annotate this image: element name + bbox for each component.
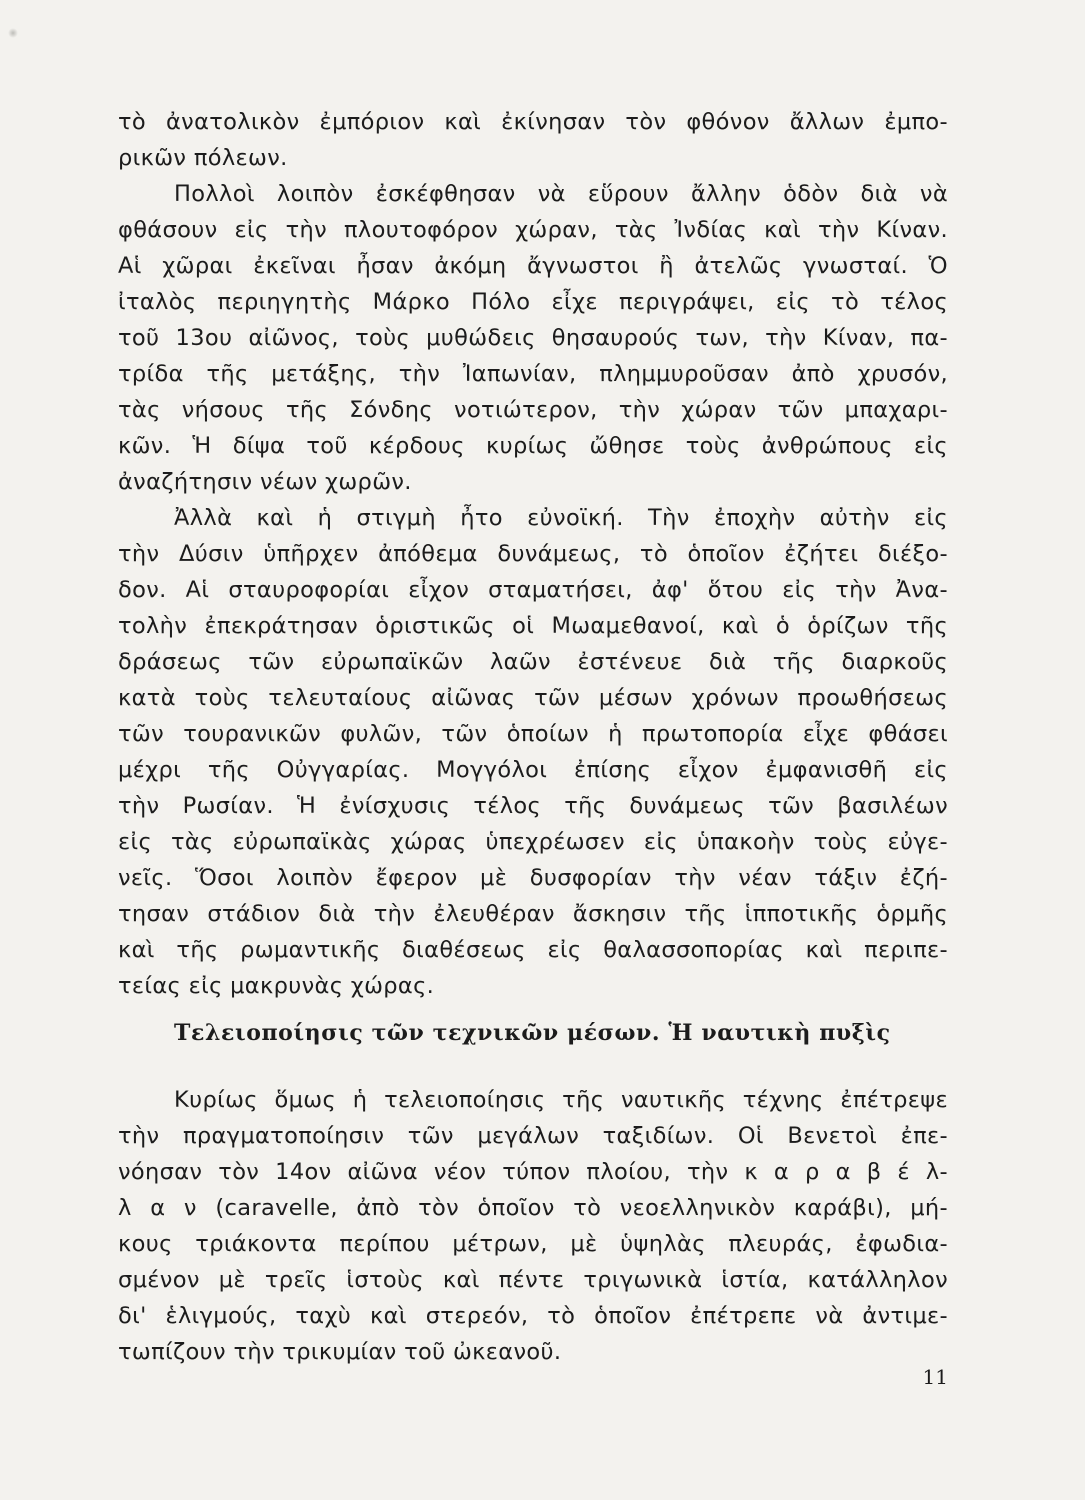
text-line: τὴν Ρωσίαν. Ἡ ἐνίσχυσις τέλος τῆς δυνάμεως τῶν βασιλέων (118, 793, 948, 819)
text-line: καὶ τῆς ρωμαντικῆς διαθέσεως εἰς θαλασσοπορίας καὶ περιπε- (118, 937, 948, 963)
text-line: νεῖς. Ὅσοι λοιπὸν ἔφερον μὲ δυσφορίαν τὴν νέαν τάξιν ἐζή- (118, 865, 948, 891)
text-line: Ἀλλὰ καὶ ἡ στιγμὴ ἦτο εὐνοϊκή. Τὴν ἐποχὴν αὐτὴν εἰς (174, 505, 948, 531)
text-line: τὴν πραγματοποίησιν τῶν μεγάλων ταξιδίων. Οἱ Βενετοὶ ἐπε- (118, 1123, 948, 1149)
text-line: τῶν τουρανικῶν φυλῶν, τῶν ὁποίων ἡ πρωτοπορία εἶχε φθάσει (118, 721, 948, 747)
text-line: λ α ν (caravelle, ἀπὸ τὸν ὁποῖον τὸ νεοελληνικὸν καράβι), μή- (118, 1195, 948, 1221)
section-heading: Τελειοποίησις τῶν τεχνικῶν μέσων. Ἡ ναυτικὴ πυξὶς (174, 1020, 891, 1046)
text-line: εἰς τὰς εὐρωπαϊκὰς χώρας ὑπεχρέωσεν εἰς ὑπακοὴν τοὺς εὐγε- (118, 829, 948, 855)
text-line: ἰταλὸς περιηγητὴς Μάρκο Πόλο εἶχε περιγράψει, εἰς τὸ τέλος (118, 289, 948, 315)
text-line: τρίδα τῆς μετάξης, τὴν Ἰαπωνίαν, πλημμυροῦσαν ἀπὸ χρυσόν, (118, 361, 948, 387)
text-line: δον. Αἱ σταυροφορίαι εἶχον σταματήσει, ἀφ' ὅτου εἰς τὴν Ἀνα- (118, 577, 948, 603)
text-line: Κυρίως ὅμως ἡ τελειοποίησις τῆς ναυτικῆς τέχνης ἐπέτρεψε (174, 1087, 948, 1113)
text-line: φθάσουν εἰς τὴν πλουτοφόρον χώραν, τὰς Ἰνδίας καὶ τὴν Κίναν. (118, 217, 948, 243)
text-line: ρικῶν πόλεων. (118, 145, 288, 171)
text-line: δι' ἑλιγμούς, ταχὺ καὶ στερεόν, τὸ ὁποῖον ἐπέτρεπε νὰ ἀντιμε- (118, 1303, 948, 1329)
text-line: κους τριάκοντα περίπου μέτρων, μὲ ὑψηλὰς πλευράς, ἐφωδια- (118, 1231, 948, 1257)
page-number: 11 (922, 1365, 948, 1389)
text-line: κῶν. Ἡ δίψα τοῦ κέρδους κυρίως ὤθησε τοὺς ἀνθρώπους εἰς (118, 433, 948, 459)
text-line: τὴν Δύσιν ὑπῆρχεν ἀπόθεμα δυνάμεως, τὸ ὁποῖον ἐζήτει διέξο- (118, 541, 948, 567)
text-line: δράσεως τῶν εὐρωπαϊκῶν λαῶν ἐστένευε διὰ τῆς διαρκοῦς (118, 649, 948, 675)
text-line: τὸ ἀνατολικὸν ἐμπόριον καὶ ἐκίνησαν τὸν φθόνον ἄλλων ἐμπο- (118, 109, 948, 135)
text-line: τησαν στάδιον διὰ τὴν ἐλευθέραν ἄσκησιν τῆς ἱπποτικῆς ὁρμῆς (118, 901, 948, 927)
text-line: τὰς νήσους τῆς Σόνδης νοτιώτερον, τὴν χώραν τῶν μπαχαρι- (118, 397, 948, 423)
text-line: τείας εἰς μακρυνὰς χώρας. (118, 973, 435, 999)
scan-speck (8, 28, 18, 38)
text-line: τωπίζουν τὴν τρικυμίαν τοῦ ὠκεανοῦ. (118, 1339, 562, 1365)
text-line: τολὴν ἐπεκράτησαν ὁριστικῶς οἱ Μωαμεθανοί, καὶ ὁ ὁρίζων τῆς (118, 613, 948, 639)
text-line: Πολλοὶ λοιπὸν ἐσκέφθησαν νὰ εὕρουν ἄλλην ὁδὸν διὰ νὰ (174, 181, 948, 207)
text-line: κατὰ τοὺς τελευταίους αἰῶνας τῶν μέσων χρόνων προωθήσεως (118, 685, 948, 711)
text-line: Αἱ χῶραι ἐκεῖναι ἦσαν ἀκόμη ἄγνωστοι ἢ ἀτελῶς γνωσταί. Ὁ (118, 253, 948, 279)
text-line: μέχρι τῆς Οὐγγαρίας. Μογγόλοι ἐπίσης εἶχον ἐμφανισθῆ εἰς (118, 757, 948, 783)
text-line: ἀναζήτησιν νέων χωρῶν. (118, 469, 412, 495)
text-line: σμένον μὲ τρεῖς ἱστοὺς καὶ πέντε τριγωνικὰ ἱστία, κατάλληλον (118, 1267, 948, 1293)
text-line: τοῦ 13ου αἰῶνος, τοὺς μυθώδεις θησαυρούς των, τὴν Κίναν, πα- (118, 325, 948, 351)
text-line: νόησαν τὸν 14ον αἰῶνα νέον τύπον πλοίου, τὴν κ α ρ α β έ λ- (118, 1159, 948, 1185)
